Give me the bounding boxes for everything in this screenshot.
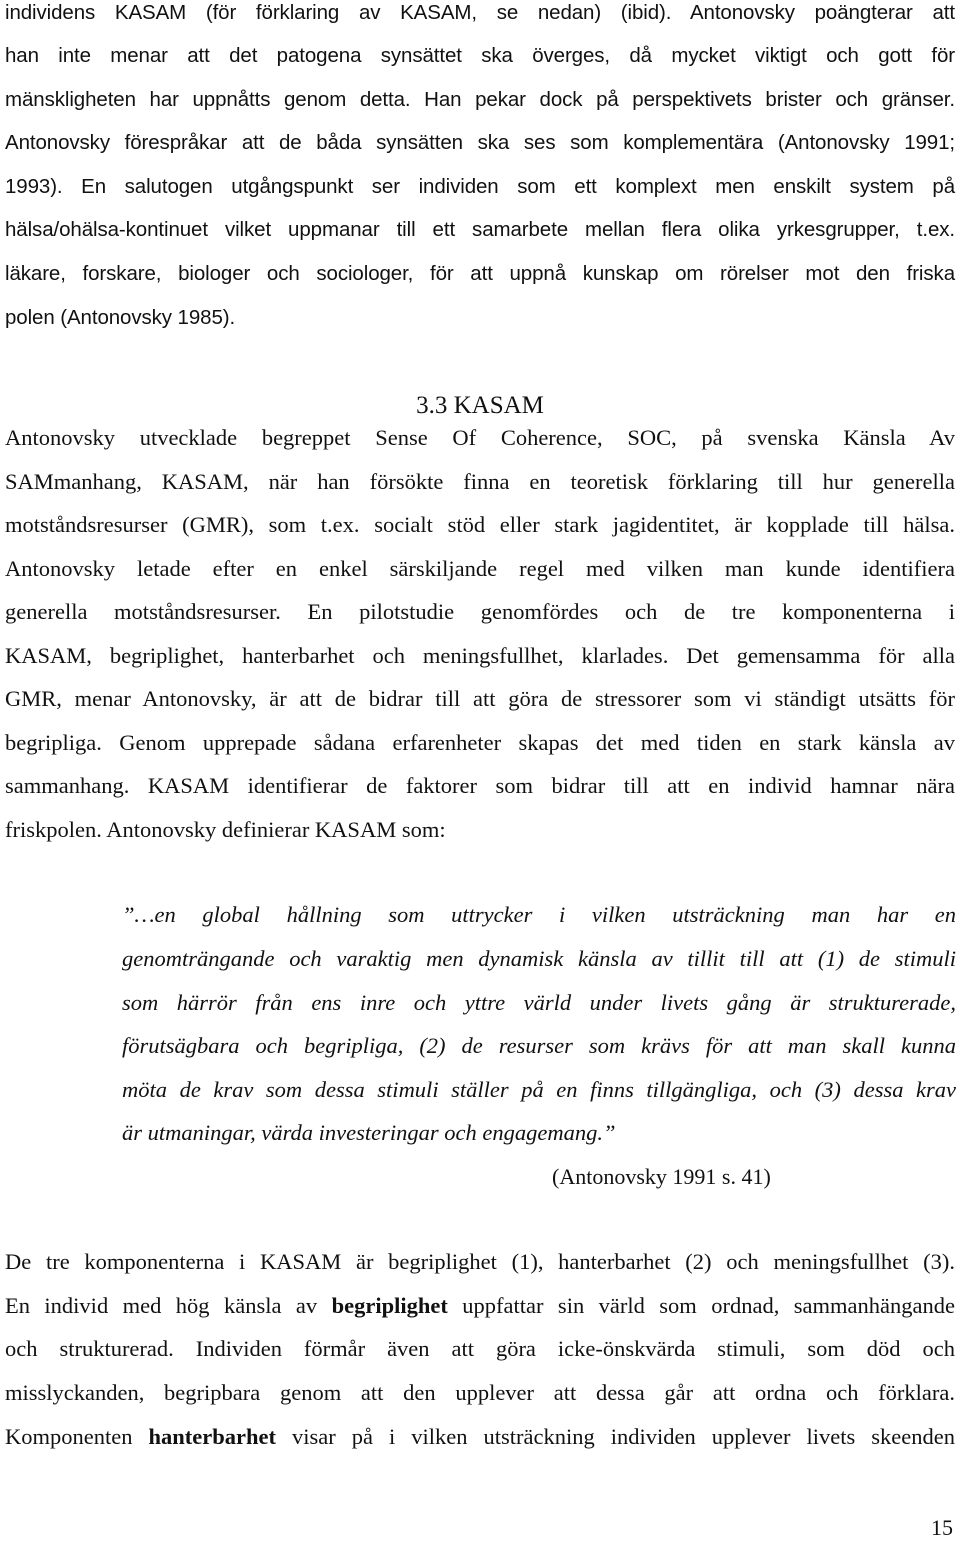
text-span: En individ med hög känsla av <box>5 1293 332 1318</box>
quote-citation: (Antonovsky 1991 s. 41) <box>552 1164 771 1189</box>
text-line: hälsa/ohälsa-kontinuet vilket uppmanar till ett samarbete mellan flera olika yrkesgrupper, t.ex. <box>5 218 955 241</box>
quote-line: som härrör från ens inre och yttre värld under livets gång är strukturerade, <box>122 990 956 1015</box>
quote-line: förutsägbara och begripliga, (2) de resurser som krävs för att man skall kunna <box>122 1033 956 1058</box>
quote-line: möta de krav som dessa stimuli ställer på en finns tillgängliga, och (3) dessa krav <box>122 1077 956 1102</box>
text-line: 1993). En salutogen utgångspunkt ser individen som ett komplext men enskilt system på <box>5 175 955 198</box>
text-span: uppfattar sin värld som ordnad, sammanhängande <box>447 1293 955 1318</box>
text-line: läkare, forskare, biologer och sociologer, för att uppnå kunskap om rörelser mot den friska <box>5 262 955 285</box>
text-line: misslyckanden, begripbara genom att den upplever att dessa går att ordna och förklara. <box>5 1380 955 1405</box>
text-line: KASAM, begriplighet, hanterbarhet och meningsfullhet, klarlades. Det gemensamma för alla <box>5 643 955 668</box>
section-heading: 3.3 KASAM <box>416 392 544 419</box>
text-span: visar på i vilken utsträckning individen upplever livets skeenden <box>276 1424 955 1449</box>
quote-line: genomträngande och varaktig men dynamisk känsla av tillit till att (1) de stimuli <box>122 946 956 971</box>
text-line <box>5 1293 955 1319</box>
text-line: motståndsresurser (GMR), som t.ex. socialt stöd eller stark jagidentitet, är kopplade till hälsa. <box>5 512 955 537</box>
text-line: polen (Antonovsky 1985). <box>5 306 236 329</box>
text-line: De tre komponenterna i KASAM är begriplighet (1), hanterbarhet (2) och meningsfullhet (3). <box>5 1249 955 1274</box>
text-line: generella motståndsresurser. En pilotstudie genomfördes och de tre komponenterna i <box>5 599 955 624</box>
text-line: mänskligheten har uppnåtts genom detta. Han pekar dock på perspektivets brister och gränser. <box>5 88 955 111</box>
term-begriplighet: begriplighet <box>331 1293 448 1318</box>
text-line <box>5 1424 955 1450</box>
quote-line: ”…en global hållning som uttrycker i vilken utsträckning man har en <box>122 902 956 927</box>
text-line: begripliga. Genom upprepade sådana erfarenheter skapas det med tiden en stark känsla av <box>5 730 955 755</box>
text-span: Komponenten <box>5 1424 149 1449</box>
text-line: sammanhang. KASAM identifierar de faktorer som bidrar till att en individ hamnar nära <box>5 773 955 798</box>
text-line: friskpolen. Antonovsky definierar KASAM som: <box>5 817 446 842</box>
text-line: Antonovsky utvecklade begreppet Sense Of Coherence, SOC, på svenska Känsla Av <box>5 425 955 450</box>
text-line: SAMmanhang, KASAM, när han försökte finna en teoretisk förklaring till hur generella <box>5 469 955 494</box>
page-number: 15 <box>931 1515 953 1540</box>
text-line: GMR, menar Antonovsky, är att de bidrar till att göra de stressorer som vi ständigt utsätts för <box>5 686 955 711</box>
text-line: individens KASAM (för förklaring av KASAM, se nedan) (ibid). Antonovsky poängterar att <box>5 1 955 24</box>
text-line: Antonovsky förespråkar att de båda synsätten ska ses som komplementära (Antonovsky 1991; <box>5 131 955 154</box>
term-hanterbarhet: hanterbarhet <box>148 1424 276 1449</box>
text-line: han inte menar att det patogena synsättet ska överges, då mycket viktigt och gott för <box>5 44 955 67</box>
quote-line: är utmaningar, värda investeringar och engagemang.” <box>122 1120 616 1145</box>
text-line: och strukturerad. Individen förmår även att göra icke-önskvärda stimuli, som död och <box>5 1336 955 1361</box>
text-line: Antonovsky letade efter en enkel särskiljande regel med vilken man kunde identifiera <box>5 556 955 581</box>
